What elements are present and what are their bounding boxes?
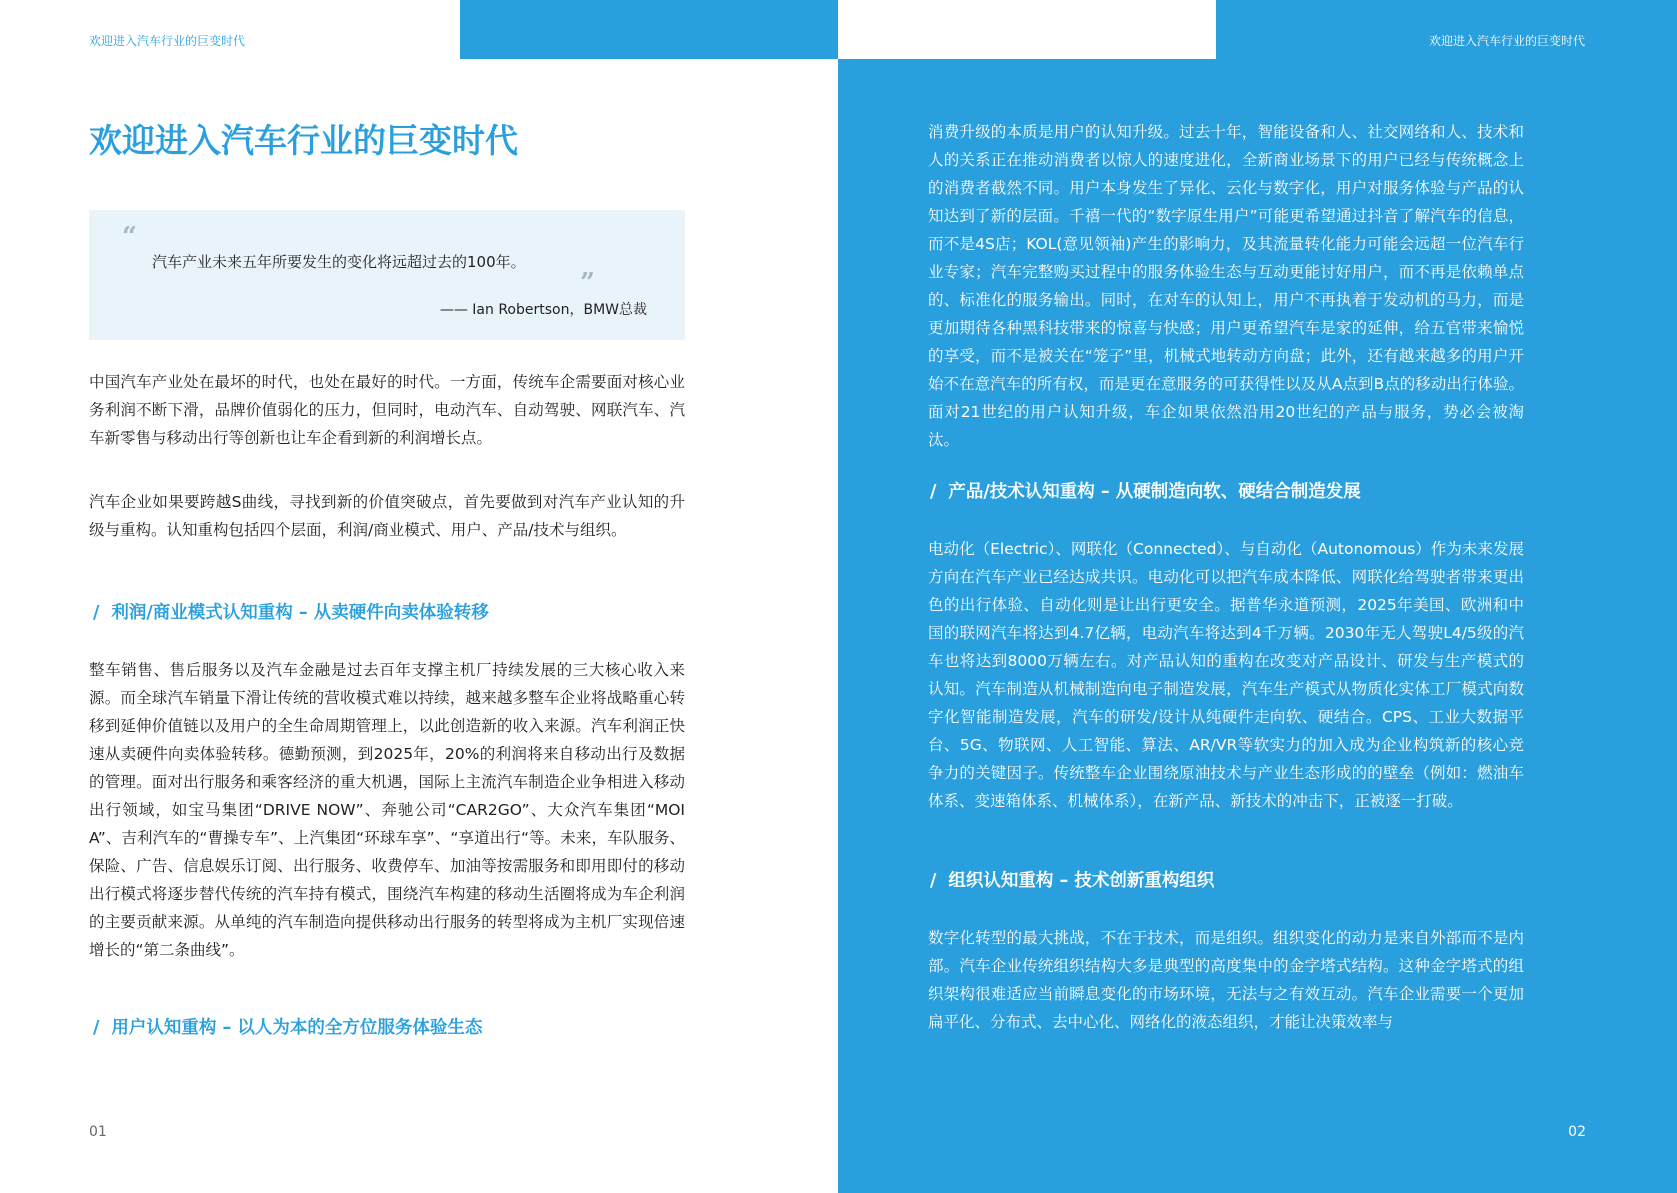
header-accent-bar xyxy=(460,0,838,59)
intro-paragraph xyxy=(928,118,1524,454)
paragraph-text: 汽车企业如果要跨越S曲线，寻找到新的价值突破点，首先要做到对汽车产业认知的升级与重构。认知重构包括四个层面，利润/商业模式、用户、产品/技术与组织。 xyxy=(89,493,685,539)
open-quote-icon: “ xyxy=(122,222,137,252)
paragraph-text: 电动化（Electric）、网联化（Connected）、与自动化（Autonomous）作为未来发展方向在汽车产业已经达成共识。电动化可以把汽车成本降低、网联化给驾驶者带来更出色的出行体验、自动化则是让出行更安全。据普华永道预测，2025年美国、欧洲和中国的联网汽车将达到4.7亿辆，电动汽车将达到4千万辆。2030年无人驾驶L4/5级的汽车也将达到8000万辆左右。对产品认知的重构在改变对产品设计、研发与生产模式的认知。汽车制造从机械制造向电子制造发展，汽车生产模式从物质化实体工厂模式向数字化智能制造发展，汽车的研发/设计从纯硬件走向软、硬结合。CPS、工业大数据平台、5G、物联网、人工智能、算法、AR/VR等软实力的加入成为企业构筑新的核心竞争力的关键因子。传统整车企业围绕原油技术与产业生态形成的的壁垒（例如：燃油车体系、变速箱体系、机械体系），在新产品、新技术的冲击下，正被逐一打破。 xyxy=(928,540,1524,810)
running-head: 欢迎进入汽车行业的巨变时代 xyxy=(1428,34,1585,48)
page-title: 欢迎进入汽车行业的巨变时代 xyxy=(89,121,518,160)
section-heading-text: 组织认知重构 – 技术创新重构组织 xyxy=(948,871,1215,891)
slash-icon: / xyxy=(93,603,100,623)
intro-paragraph-1 xyxy=(89,368,685,452)
slash-icon: / xyxy=(93,1018,100,1038)
section-heading-product xyxy=(930,480,1361,504)
left-page xyxy=(0,0,838,1193)
header-accent-bar xyxy=(838,0,1216,59)
section-heading-profit xyxy=(93,601,489,625)
section-heading-org xyxy=(930,869,1214,893)
section-heading-text: 用户认知重构 – 以人为本的全方位服务体验生态 xyxy=(111,1018,483,1038)
intro-paragraph-2 xyxy=(89,488,685,544)
page-number: 01 xyxy=(89,1124,107,1140)
section-heading-user xyxy=(93,1016,482,1040)
section-body-product xyxy=(928,535,1524,815)
running-head: 欢迎进入汽车行业的巨变时代 xyxy=(89,34,246,48)
paragraph-text: 消费升级的本质是用户的认知升级。过去十年，智能设备和人、社交网络和人、技术和人的关系正在推动消费者以惊人的速度进化，全新商业场景下的用户已经与传统概念上的消费者截然不同。用户本身发生了异化、云化与数字化，用户对服务体验与产品的认知达到了新的层面。千禧一代的“数字原生用户”可能更希望通过抖音了解汽车的信息，而不是4S店；KOL(意见领袖)产生的影响力，及其流量转化能力可能会远超一位汽车行业专家；汽车完整购买过程中的服务体验生态与互动更能讨好用户，而不再是依赖单点的、标准化的服务输出。同时，在对车的认知上，用户不再执着于发动机的马力，而是更加期待各种黑科技带来的惊喜与快感；用户更希望汽车是家的延伸，给五官带来愉悦的享受，而不是被关在“笼子”里，机械式地转动方向盘；此外，还有越来越多的用户开始不在意汽车的所有权，而是更在意服务的可获得性以及从A点到B点的移动出行体验。面对21世纪的用户认知升级，车企如果依然沿用20世纪的产品与服务，势必会被淘汰。 xyxy=(928,123,1524,449)
section-body-profit xyxy=(89,656,685,964)
quote-attribution: —— Ian Robertson，BMW总裁 xyxy=(439,302,647,318)
paragraph-text: 数字化转型的最大挑战，不在于技术，而是组织。组织变化的动力是来自外部而不是内部。汽车企业传统组织结构大多是典型的高度集中的金字塔式结构。这种金字塔式的组织架构很难适应当前瞬息变化的市场环境，无法与之有效互动。汽车企业需要一个更加扁平化、分布式、去中心化、网络化的液态组织，才能让决策效率与 xyxy=(928,929,1524,1031)
paragraph-text: 中国汽车产业处在最坏的时代，也处在最好的时代。一方面，传统车企需要面对核心业务利润不断下滑，品牌价值弱化的压力，但同时，电动汽车、自动驾驶、网联汽车、汽车新零售与移动出行等创新也让车企看到新的利润增长点。 xyxy=(89,373,685,447)
close-quote-icon: ” xyxy=(580,268,595,298)
section-heading-text: 利润/商业模式认知重构 – 从卖硬件向卖体验转移 xyxy=(111,603,489,623)
slash-icon: / xyxy=(930,871,937,891)
section-heading-text: 产品/技术认知重构 – 从硬制造向软、硬结合制造发展 xyxy=(948,482,1361,502)
section-body-org xyxy=(928,924,1524,1036)
right-page xyxy=(838,0,1677,1193)
quote-text: 汽车产业未来五年所要发生的变化将远超过去的100年。 xyxy=(152,253,526,271)
page-number: 02 xyxy=(1568,1124,1586,1140)
slash-icon: / xyxy=(930,482,937,502)
pull-quote xyxy=(89,210,685,340)
paragraph-text: 整车销售、售后服务以及汽车金融是过去百年支撑主机厂持续发展的三大核心收入来源。而全球汽车销量下滑让传统的营收模式难以持续，越来越多整车企业将战略重心转移到延伸价值链以及用户的全生命周期管理上，以此创造新的收入来源。汽车利润正快速从卖硬件向卖体验转移。德勤预测，到2025年，20%的利润将来自移动出行及数据的管理。面对出行服务和乘客经济的重大机遇，国际上主流汽车制造企业争相进入移动出行领域，如宝马集团“DRIVE NOW”、奔驰公司“CAR2GO”、大众汽车集团“MOIA”、吉利汽车的“曹操专车”、上汽集团“环球车享”、“享道出行“等。未来，车队服务、保险、广告、信息娱乐订阅、出行服务、收费停车、加油等按需服务和即用即付的移动出行模式将逐步替代传统的汽车持有模式，围绕汽车构建的移动生活圈将成为车企利润的主要贡献来源。从单纯的汽车制造向提供移动出行服务的转型将成为主机厂实现倍速增长的“第二条曲线”。 xyxy=(89,661,685,959)
